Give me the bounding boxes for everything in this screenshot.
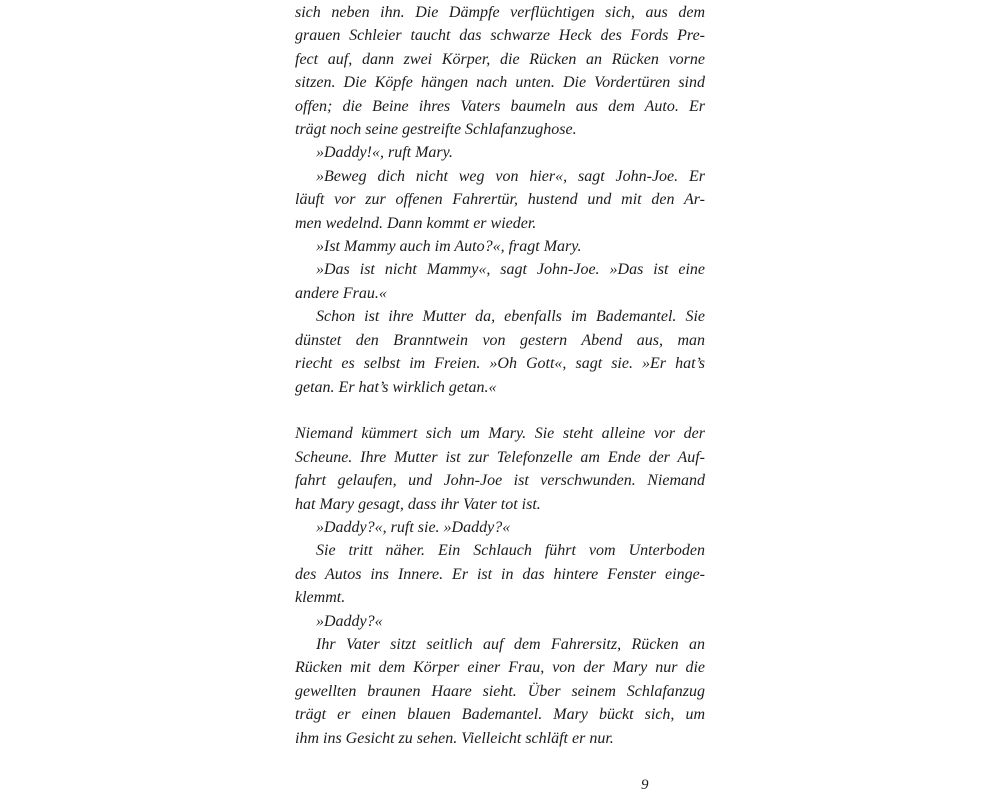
- paragraph: [295, 258, 705, 305]
- text-line: »Daddy!«, ruft Mary.: [316, 144, 453, 162]
- paragraph: [295, 165, 705, 235]
- text-line: sich neben ihn. Die Dämpfe verflüchtigen sich, aus dem: [295, 4, 705, 21]
- paragraph: [295, 1, 705, 141]
- text-line: Ihr Vater sitzt seitlich auf dem Fahrersitz, Rücken an: [316, 635, 705, 653]
- paragraph: [295, 539, 705, 609]
- paragraph: [295, 141, 705, 164]
- paragraph: [295, 610, 705, 633]
- text-line: »Beweg dich nicht weg von hier«, sagt John-Joe. Er: [316, 167, 705, 185]
- text-line: fect auf, dann zwei Körper, die Rücken an Rücken vorne: [295, 50, 705, 68]
- text-line: »Ist Mammy auch im Auto?«, fragt Mary.: [316, 238, 582, 256]
- text-line: dünstet den Branntwein von gestern Abend aus, man: [295, 331, 705, 349]
- page-number: 9: [641, 777, 649, 793]
- text-line: trägt noch seine gestreifte Schlafanzughose.: [295, 121, 577, 139]
- text-line: Sie tritt näher. Ein Schlauch führt vom Unterboden: [316, 542, 705, 560]
- text-line: ihm ins Gesicht zu sehen. Vielleicht schläft er nur.: [295, 729, 614, 747]
- paragraph: [295, 235, 705, 258]
- text-line: des Autos ins Innere. Er ist in das hintere Fenster einge-: [295, 565, 705, 583]
- text-line: »Daddy?«: [316, 612, 383, 630]
- text-line: men wedelnd. Dann kommt er wieder.: [295, 214, 537, 232]
- paragraph: [295, 422, 705, 516]
- page-text: [295, 1, 705, 750]
- text-line: sitzen. Die Köpfe hängen nach unten. Die Vordertüren sind: [295, 74, 705, 92]
- text-line: trägt er einen blauen Bademantel. Mary bückt sich, um: [295, 706, 705, 724]
- text-line: Niemand kümmert sich um Mary. Sie steht alleine vor der: [295, 425, 705, 443]
- text-line: »Daddy?«, ruft sie. »Daddy?«: [316, 518, 511, 536]
- text-line: »Das ist nicht Mammy«, sagt John-Joe. »Das ist eine: [316, 261, 705, 279]
- text-line: Rücken mit dem Körper einer Frau, von der Mary nur die: [295, 659, 705, 677]
- paragraph: [295, 516, 705, 539]
- text-line: grauen Schleier taucht das schwarze Heck des Fords Pre-: [295, 27, 705, 45]
- text-line: klemmt.: [295, 589, 346, 607]
- text-line: Scheune. Ihre Mutter ist zur Telefonzelle am Ende der Auf-: [295, 448, 705, 466]
- text-line: riecht es selbst im Freien. »Oh Gott«, sagt sie. »Er hat’s: [295, 355, 705, 373]
- text-line: andere Frau.«: [295, 284, 387, 302]
- text-line: gewellten braunen Haare sieht. Über seinem Schlafanzug: [295, 682, 705, 700]
- paragraph: [295, 633, 705, 750]
- text-line: offen; die Beine ihres Vaters baumeln aus dem Auto. Er: [295, 97, 705, 115]
- text-line: fahrt gelaufen, und John-Joe ist verschwunden. Niemand: [295, 472, 705, 490]
- paragraph: [295, 305, 705, 399]
- text-line: Schon ist ihre Mutter da, ebenfalls im Bademantel. Sie: [316, 308, 705, 326]
- text-line: hat Mary gesagt, dass ihr Vater tot ist.: [295, 495, 541, 513]
- section-break: [295, 399, 705, 422]
- text-line: läuft vor zur offenen Fahrertür, hustend und mit den Ar-: [295, 191, 705, 209]
- text-line: getan. Er hat’s wirklich getan.«: [295, 378, 497, 396]
